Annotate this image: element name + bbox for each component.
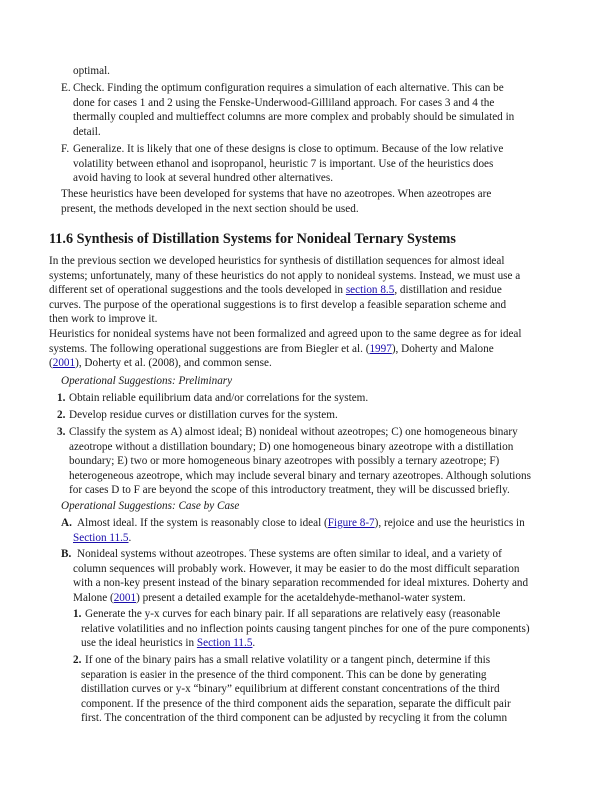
doherty-malone-2001-link[interactable]: 2001 — [113, 591, 137, 604]
text-line: Classify the system as A) almost ideal; B) nonideal without azeotropes; C) one homogeneous binary — [69, 426, 518, 438]
text-line: Develop residue curves or distillation curves for the system. — [69, 409, 338, 421]
text-line: done for cases 1 and 2 using the Fenske-Underwood-Gilliland approach. For cases 3 and 4 the — [73, 96, 495, 109]
text-run: ), rejoice and use the heuristics in — [374, 517, 525, 529]
text-line: curves. The purpose of the operational suggestions is to first develop a feasible separation scheme and — [49, 298, 507, 311]
text-line — [49, 342, 522, 357]
case-b-marker: B. — [61, 548, 72, 560]
prelim-item-2 — [69, 408, 338, 423]
text-line: boundary; E) two or more homogeneous binary azeotropes with possibly a ternary azeotrope; F) — [69, 455, 500, 468]
text-line: These heuristics have been developed for systems that have no azeotropes. When azeotropes are — [61, 188, 492, 200]
text-line: azeotrope without a distillation boundary; D) one homogeneous binary azeotrope with a distillation — [69, 440, 514, 453]
text-line: detail. — [73, 125, 101, 138]
case-b-item-1-marker: 1. — [73, 608, 82, 620]
prelim-item-3-marker: 3. — [57, 426, 66, 438]
list-item-e-marker: E. — [61, 82, 71, 94]
text-run: Almost ideal. If the system is reasonably close to ideal ( — [77, 517, 328, 529]
text-line: present, the methods developed in the next section should be used. — [61, 202, 359, 215]
closing-paragraph — [61, 187, 491, 216]
text-line: for cases D to F are beyond the scope of this introductory treatment, they will be discussed briefly. — [69, 484, 510, 497]
text-line: Obtain reliable equilibrium data and/or correlations for the system. — [69, 392, 369, 404]
prelim-item-3 — [69, 425, 531, 498]
text-line — [81, 636, 530, 651]
text-run: . — [128, 531, 132, 544]
section-11-5-link[interactable]: Section 11.5 — [73, 531, 129, 544]
case-b-item-1 — [81, 607, 530, 651]
text-line: column sequences will probably work. However, it may be easier to do the most difficult separation — [73, 562, 520, 575]
text-line — [77, 516, 525, 531]
text-line — [49, 356, 522, 371]
text-line: Check. Finding the optimum configuration requires a simulation of each alternative. This can be — [73, 82, 504, 94]
text-line: Generate the y-x curves for each binary pair. If all separations are relatively easy (reasonable — [85, 608, 501, 620]
case-b-item-2 — [81, 653, 511, 726]
biegler-1997-link[interactable]: 1997 — [369, 342, 392, 355]
prelim-item-1 — [69, 391, 368, 406]
text-line: component. If the presence of the third component aids the separation, separate the difficult pair — [81, 697, 511, 710]
text-line: separation is easier in the presence of the third component. This can be done by generating — [81, 668, 487, 681]
text-line: heterogeneous azeotrope, which may include several binary and ternary azeotropes. Although solutions — [69, 469, 531, 482]
text-run: ), Doherty et al. (2008), and common sense. — [75, 357, 272, 370]
prelim-heading: Operational Suggestions: Preliminary — [61, 375, 233, 387]
text-line: first. The concentration of the third component can be adjusted by recycling it from the column — [81, 712, 508, 725]
text-line: distillation curves or y-x “binary” equilibrium at different constant concentrations of the third — [81, 683, 500, 696]
text-line — [49, 283, 520, 298]
list-item-f-marker: F. — [61, 143, 70, 155]
text-line: then work to improve it. — [49, 313, 158, 326]
case-a — [73, 516, 525, 545]
text-run: use the ideal heuristics in — [81, 637, 197, 650]
text-line: Generalize. It is likely that one of these designs is close to optimum. Because of the low relative — [73, 143, 504, 155]
section-8-5-link[interactable]: section 8.5 — [345, 284, 395, 297]
doherty-2001-link[interactable]: 2001 — [52, 357, 76, 370]
case-a-marker: A. — [61, 517, 72, 529]
text-line: relative volatilities and no inflection points causing tangent pinches for one of the pure components) — [81, 622, 530, 635]
case-b — [73, 547, 529, 605]
text-line: avoid having to look at several hundred other alternatives. — [73, 172, 334, 185]
text-line: with a non-key present instead of the binary separation recommended for ideal mixtures. Doherty and — [73, 577, 529, 590]
figure-8-7-link[interactable]: Figure 8-7 — [327, 517, 375, 529]
list-continuation — [73, 64, 110, 79]
text-line: In the previous section we developed heuristics for synthesis of distillation sequences for almost ideal — [49, 255, 505, 267]
section-title: 11.6 Synthesis of Distillation Systems for Nonideal Ternary Systems — [49, 231, 456, 247]
text-run: ) present a detailed example for the acetaldehyde-methanol-water system. — [136, 591, 466, 604]
text-line: systems; unfortunately, many of these heuristics do not apply to nonideal systems. Instead, we must use a — [49, 269, 521, 282]
prelim-item-2-marker: 2. — [57, 409, 66, 421]
text-run: ( — [49, 357, 53, 370]
text-line — [73, 591, 528, 606]
section-11-5-link[interactable]: Section 11.5 — [196, 637, 253, 650]
text-line: Nonideal systems without azeotropes. These systems are often similar to ideal, and a variety of — [77, 548, 502, 560]
text-run: systems. The following operational suggestions are from Biegler et al. ( — [49, 342, 370, 355]
text-line — [73, 531, 525, 546]
text-run: , distillation and residue — [394, 284, 502, 297]
text-run: Malone ( — [73, 591, 114, 604]
text-run: different set of operational suggestions and the tools developed in — [49, 284, 346, 297]
text-line: optimal. — [73, 65, 110, 77]
text-line: thermally coupled and multieffect columns are more complex and probably should be simulated in — [73, 111, 515, 124]
list-item-e — [73, 81, 514, 139]
paragraph-heuristics — [49, 327, 522, 371]
list-item-f — [73, 142, 503, 186]
text-run: . — [252, 637, 256, 650]
text-line: Heuristics for nonideal systems have not been formalized and agreed upon to the same degree as for ideal — [49, 328, 522, 340]
case-b-item-2-marker: 2. — [73, 654, 82, 666]
text-line: If one of the binary pairs has a small relative volatility or a tangent pinch, determine if this — [85, 654, 491, 666]
paragraph-intro — [49, 254, 520, 327]
case-heading: Operational Suggestions: Case by Case — [61, 500, 240, 512]
text-line: volatility between ethanol and isopropanol, heuristic 7 is important. Use of the heuristics does — [73, 157, 494, 170]
prelim-item-1-marker: 1. — [57, 392, 66, 404]
text-run: ), Doherty and Malone — [391, 342, 494, 355]
